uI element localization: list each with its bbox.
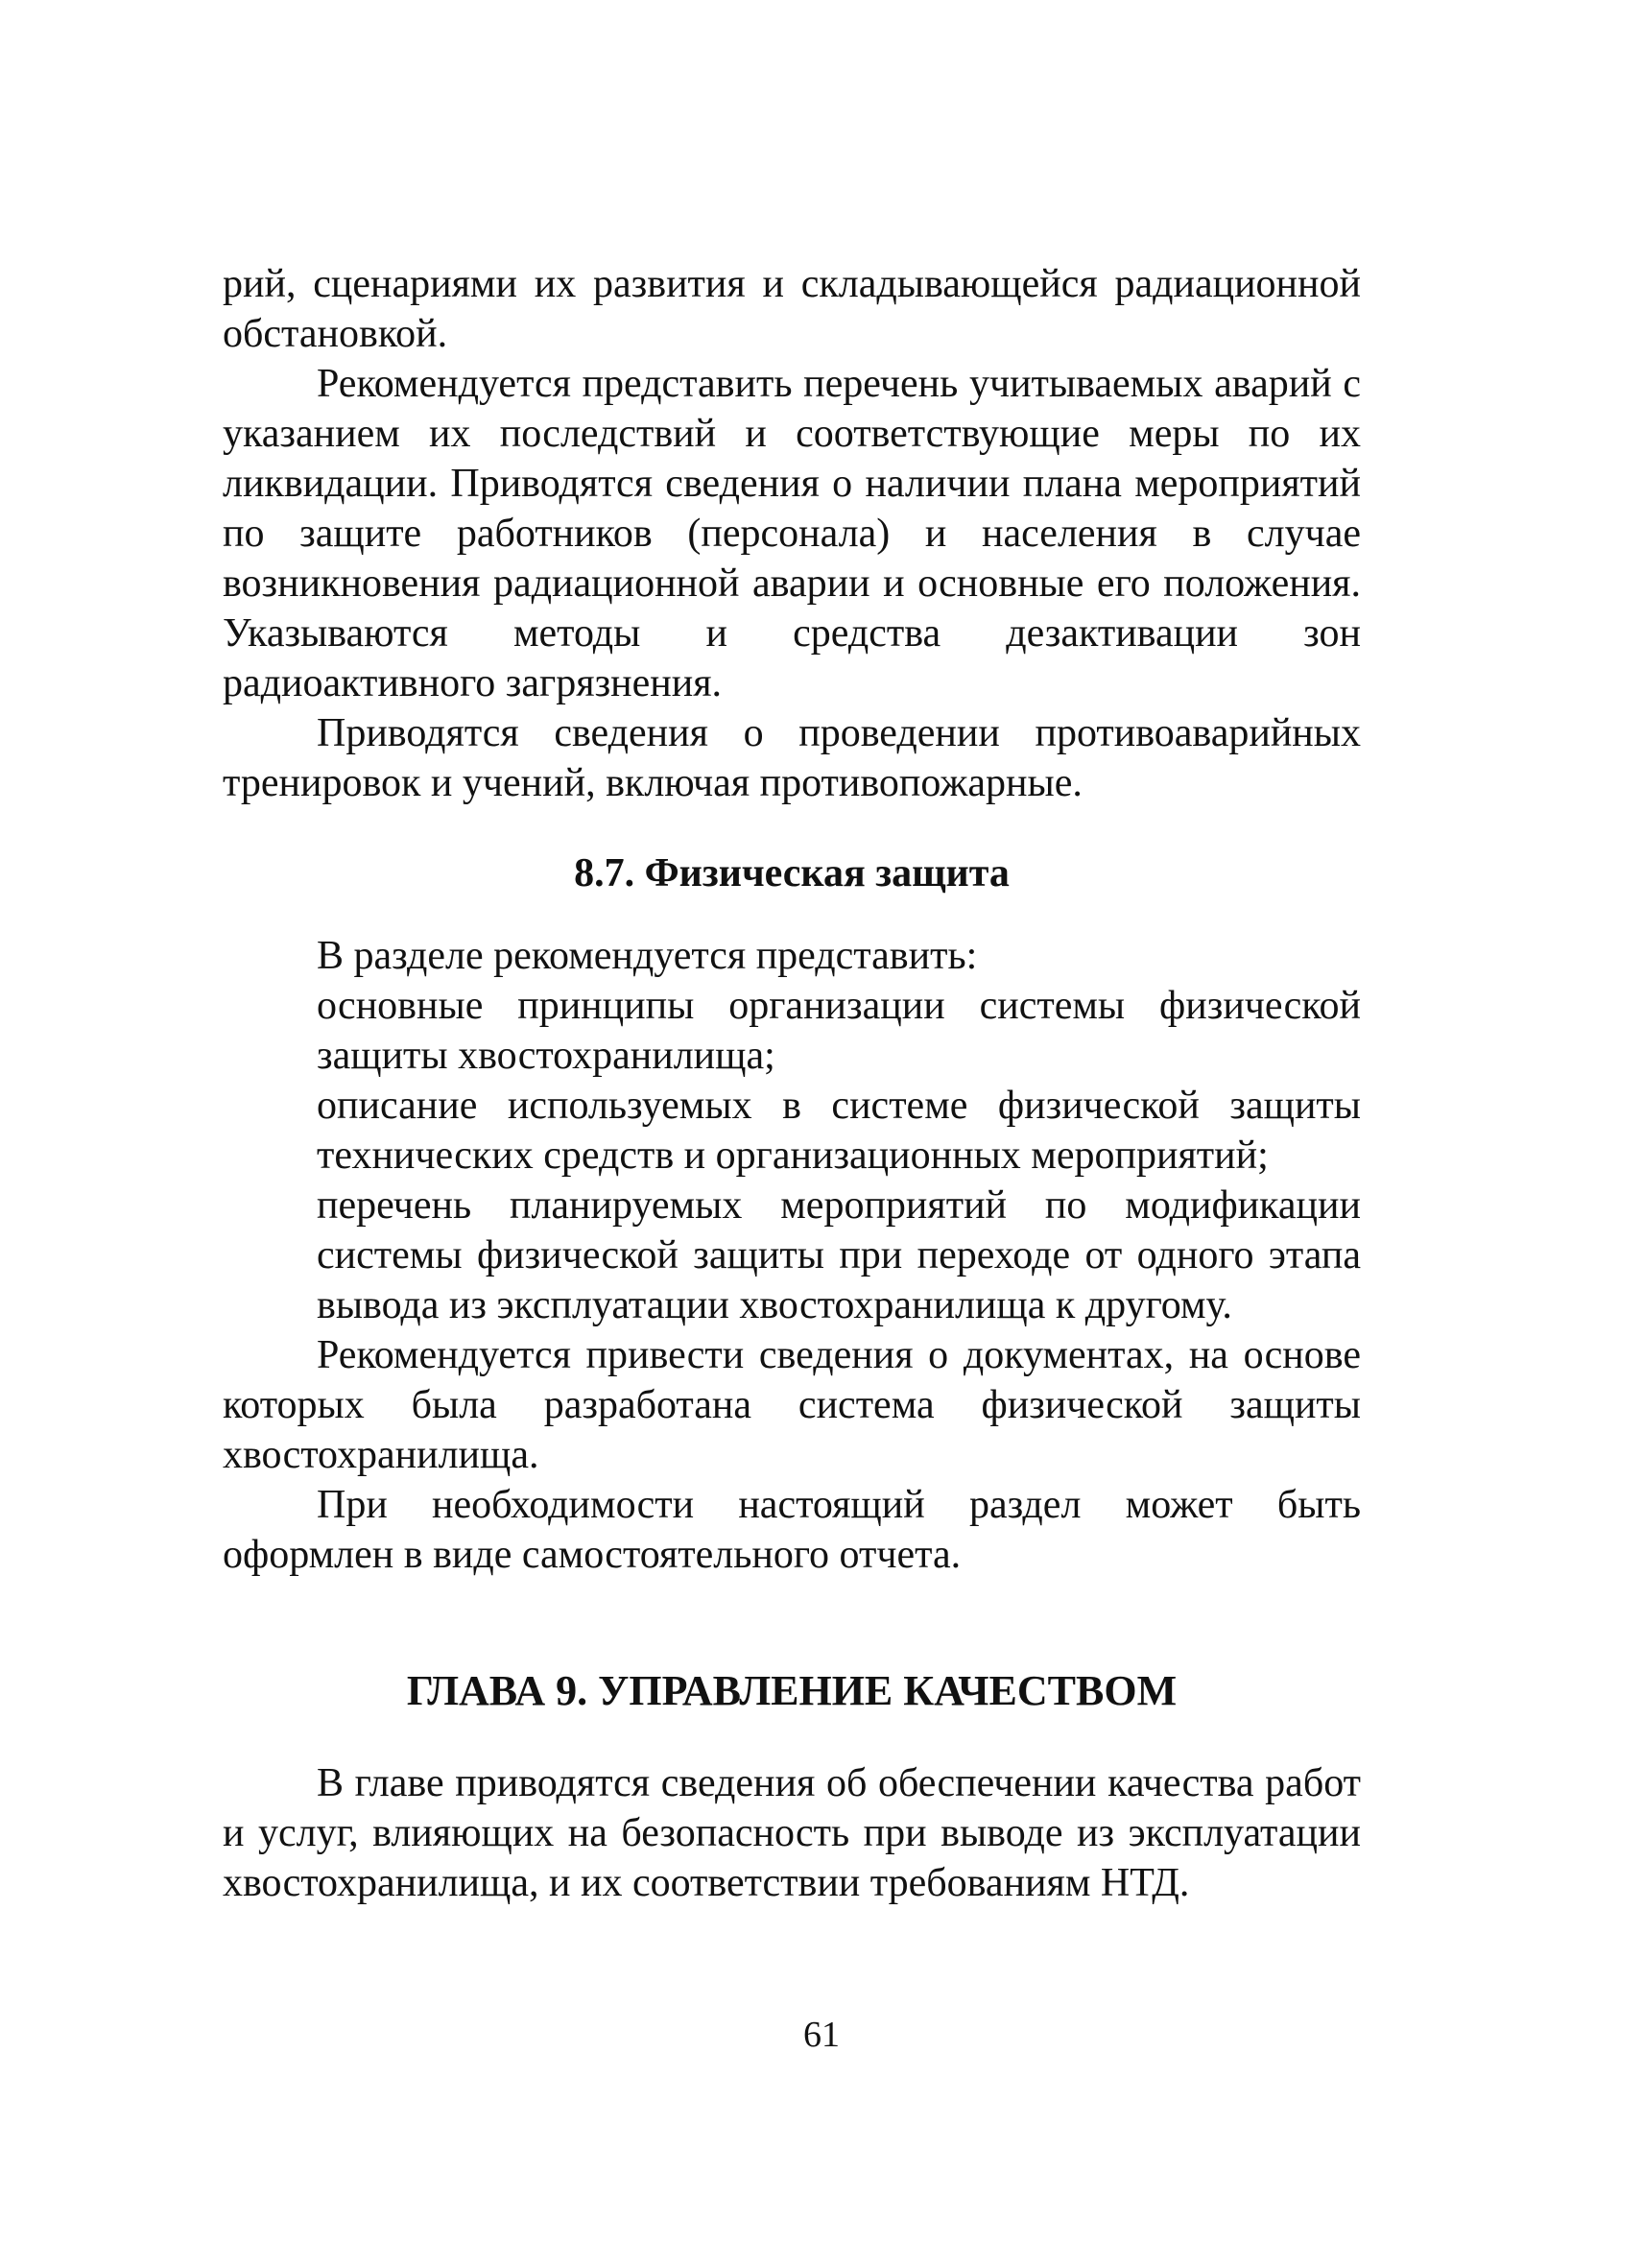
- continuation-paragraph: рий, сценариями их развития и складывающейся радиационной обстановкой.: [223, 262, 1361, 356]
- list-item: перечень планируемых мероприятий по модификации системы физической защиты при переходе от одного этапа вывода из эксплуатации хвостохранилища к другому.: [317, 1183, 1361, 1327]
- documents-paragraph: Рекомендуется привести сведения о документах, на основе которых была разработана система физической защиты хвостохранилища.: [223, 1333, 1361, 1477]
- chapter-heading: ГЛАВА 9. УПРАВЛЕНИЕ КАЧЕСТВОМ: [406, 1667, 1178, 1714]
- chapter-paragraph: В главе приводятся сведения об обеспечении качества работ и услуг, влияющих на безопасность при выводе из эксплуатации хвостохранилища, и их соответствии требованиям НТД.: [223, 1761, 1361, 1905]
- intro-block: [223, 259, 1361, 808]
- section-body: [223, 931, 1361, 1580]
- drills-paragraph: Приводятся сведения о проведении противоаварийных тренировок и учений, включая противопожарные.: [223, 711, 1361, 805]
- section-lead: В разделе рекомендуется представить:: [317, 934, 978, 978]
- section-heading: 8.7. Физическая защита: [574, 851, 1010, 895]
- list-item: описание используемых в системе физической защиты технических средств и организационных мероприятий;: [317, 1084, 1361, 1178]
- list-item: основные принципы организации системы физической защиты хвостохранилища;: [317, 984, 1361, 1078]
- report-paragraph: При необходимости настоящий раздел может быть оформлен в виде самостоятельного отчета.: [223, 1483, 1361, 1577]
- page-number: 61: [803, 2015, 840, 2055]
- chapter-body: [223, 1758, 1361, 1908]
- accidents-paragraph: Рекомендуется представить перечень учитываемых аварий с указанием их последствий и соответствующие меры по их ликвидации. Приводятся сведения о наличии плана мероприятий по защите работников (персонала) и населения в случае возникновения радиационной аварии и основные его положения. Указываются методы и средства дезактивации зон радиоактивного загрязнения.: [223, 362, 1361, 705]
